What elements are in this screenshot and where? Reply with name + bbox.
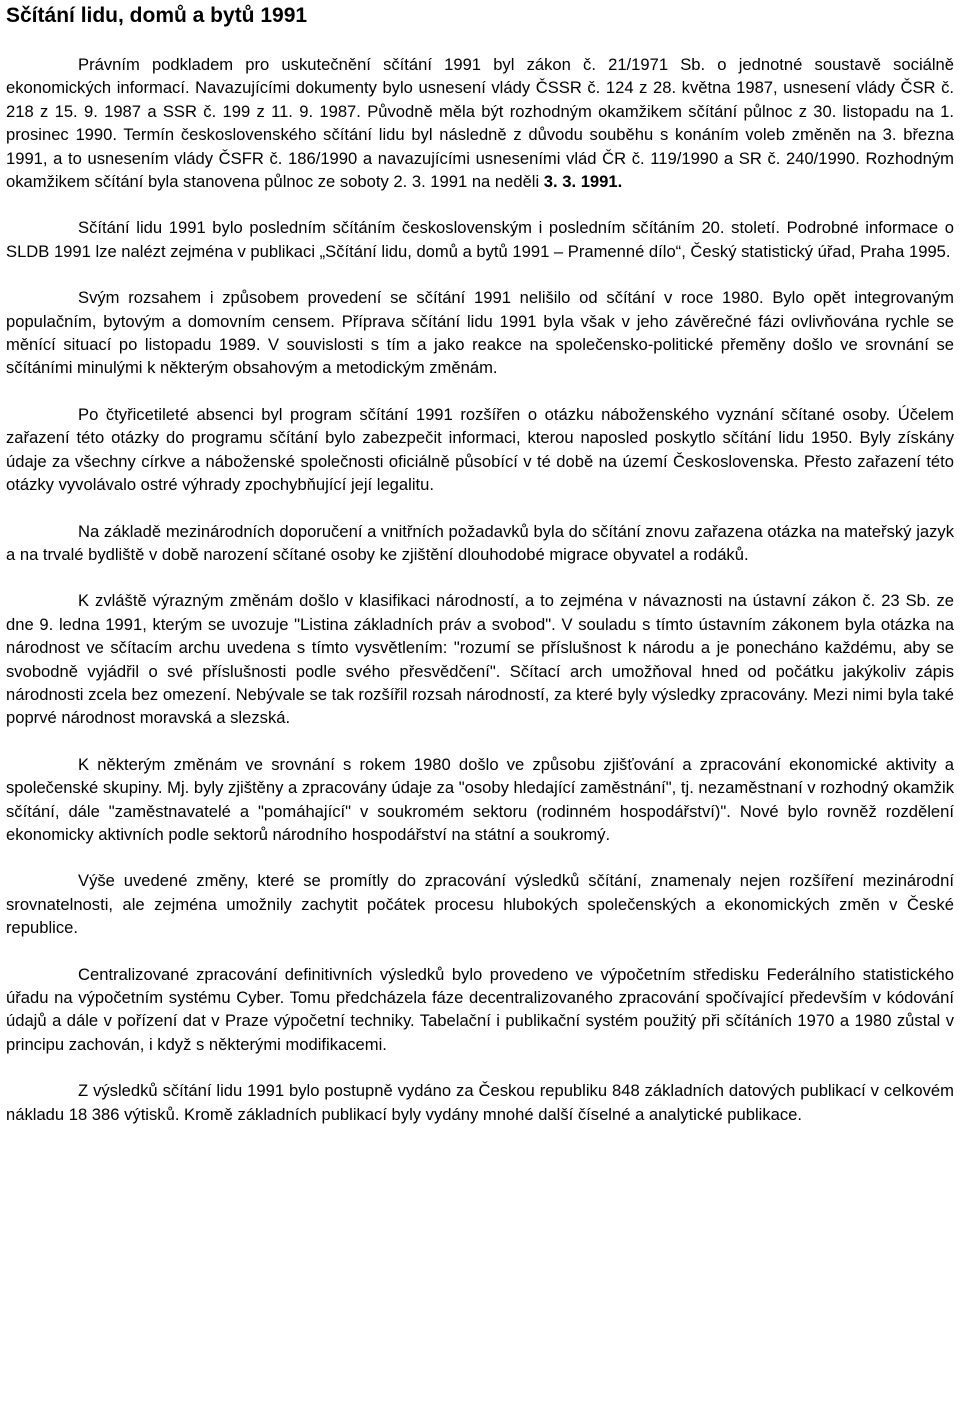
paragraph-publications: Z výsledků sčítání lidu 1991 bylo postupně vydáno za Českou republiku 848 základních datových publikací v celkovém nákladu 18 386 výtisků. Kromě základních publikací byly vydány mnohé další číselné a analytické publikace.	[6, 1081, 954, 1124]
paragraph-legal-basis-text: Právním podkladem pro uskutečnění sčítání 1991 byl zákon č. 21/1971 Sb. o jednotné soustavě sociálně ekonomických informací. Navazujícími dokumenty bylo usnesení vlády ČSSR č. 124 z 28. května 1987, usnesení vlády ČSR č. 218 z 15. 9. 1987 a SSR č. 199 z 11. 9. 1987. Původně měla být rozhodným okamžikem sčítání půlnoc z 30. listopadu na 1. prosinec 1990. Termín československého sčítání lidu byl následně z důvodu souběhu s konáním voleb změněn na 3. března 1991, a to usnesením vlády ČSFR č. 186/1990 a navazujícími usneseními vlád ČR č. 119/1990 a SR č. 240/1990. Rozhodným okamžikem sčítání byla stanovena půlnoc ze soboty 2. 3. 1991 na neděli	[6, 55, 954, 192]
paragraph-last-census: Sčítání lidu 1991 bylo posledním sčítáním československým i posledním sčítáním 20. století. Podrobné informace o SLDB 1991 lze nalézt zejména v publikaci „Sčítání lidu, domů a bytů 1991 – Pramenné dílo“, Český statistický úřad, Praha 1995.	[6, 218, 954, 261]
paragraph-processing: Centralizované zpracování definitivních výsledků bylo provedeno ve výpočetním středisku Federálního statistického úřadu na výpočetním systému Cyber. Tomu předcházela fáze decentralizovaného zpracování spočívající především v kódování údajů a dále v pořízení dat v Praze výpočetní techniky. Tabelační i publikační systém použitý při sčítáních 1970 a 1980 zůstal v principu zachován, i když s některými modifikacemi.	[6, 964, 954, 1054]
paragraph-religion: Po čtyřicetileté absenci byl program sčítání 1991 rozšířen o otázku náboženského vyznání sčítané osoby. Účelem zařazení této otázky do programu sčítání bylo zabezpečit informaci, kterou naposled poskytlo sčítání lidu 1950. Byly získány údaje za všechny církve a náboženské společnosti oficiálně působící v té době na území Československa. Přesto zařazení této otázky vyvolávalo ostré výhrady zpochybňující její legalitu.	[6, 404, 954, 495]
paragraph-scope: Svým rozsahem i způsobem provedení se sčítání 1991 nelišilo od sčítání v roce 1980. Bylo opět integrovaným populačním, bytovým a domovním censem. Příprava sčítání lidu 1991 byla však v jeho závěrečné fázi ovlivňována rychle se měnící situací po listopadu 1989. V souvislosti s tím a jako reakce na společensko-politické přeměny došlo ve srovnání se sčítáními minulými k některým obsahovým a metodickým změnám.	[6, 288, 954, 378]
paragraph-language-migration: Na základě mezinárodních doporučení a vnitřních požadavků byla do sčítání znovu zařazena otázka na mateřský jazyk a na trvalé bydliště v době narození sčítané osoby ke zjištění dlouhodobé migrace obyvatel a rodáků.	[6, 521, 954, 564]
paragraph-nationality: K zvláště výrazným změnám došlo v klasifikaci národností, a to zejména v návaznosti na ústavní zákon č. 23 Sb. ze dne 9. ledna 1991, kterým se uvozuje "Listina základních práv a svobod". V souladu s tímto ústavním zákonem byla otázka na národnost ve sčítacím archu uvedena s tímto vysvětlením: "rozumí se příslušnost k národu a je ponecháno každému, aby se svobodně vyjádřil o své příslušnosti podle svého přesvědčení". Sčítací arch umožňoval hned od počátku jakýkoliv zápis národnosti zcela bez omezení. Nebývale se tak rozšířil rozsah národností, za které byly výsledky zpracovány. Mezi nimi byla také poprvé národnost moravská a slezská.	[6, 591, 954, 728]
page-title: Sčítání lidu, domů a bytů 1991	[6, 4, 308, 27]
census-date: 3. 3. 1991.	[543, 172, 623, 192]
paragraph-economic-activity: K některým změnám ve srovnání s rokem 1980 došlo ve způsobu zjišťování a zpracování ekonomické aktivity a společenské skupiny. Mj. byly zjištěny a zpracovány údaje za "osoby hledající zaměstnání", tj. nezaměstnaní v rozhodný okamžik sčítání, dále "zaměstnavatelé a "pomáhající" v soukromém sektoru (rodinném hospodářství)". Nové bylo rovněž rozdělení ekonomicky aktivních podle sektorů národního hospodářství na státní a soukromý.	[6, 754, 954, 844]
paragraph-comparability: Výše uvedené změny, které se promítly do zpracování výsledků sčítání, znamenaly nejen rozšíření mezinárodní srovnatelnosti, ale zejména umožnily zachytit počátek procesu hlubokých společenských a ekonomických změn v České republice.	[6, 871, 954, 938]
paragraph-legal-basis	[6, 53, 954, 193]
